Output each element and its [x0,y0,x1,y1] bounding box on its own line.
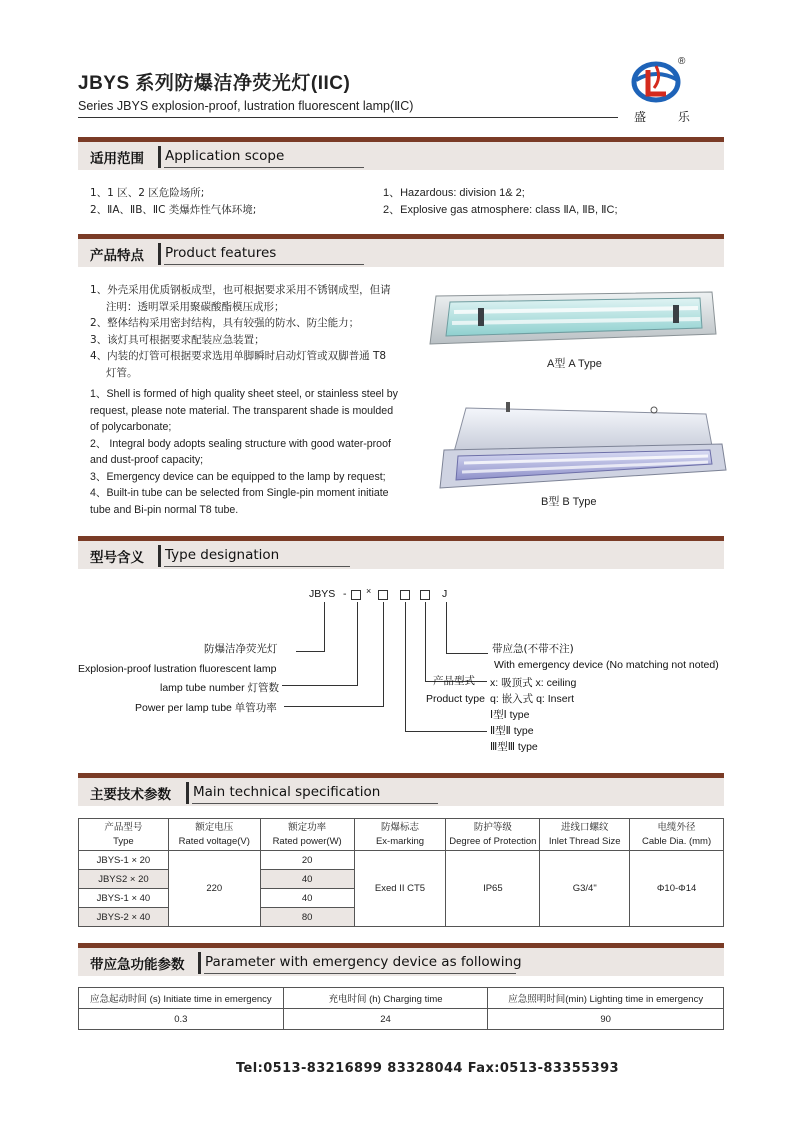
section-title-zh: 产品特点 [90,248,144,264]
emergency-table [78,987,724,1030]
power-label: Power per lamp tube 单管功率 [135,702,277,714]
header-cell: 应急照明时间(min) Lighting time in emergency [488,988,724,1009]
connector-line [296,651,325,652]
section-title-en: Product features [165,245,277,261]
list-item: 3、该灯具可根据要求配装应急装置； [90,333,265,346]
list-item: 1、外壳采用优质钢板成型，也可根据要求采用不锈钢成型，但请 [90,284,391,296]
section-title-en: Parameter with emergency device as following [205,954,522,970]
code-box-power [351,590,361,600]
scope-en-list [383,185,618,218]
section-type-header [78,541,724,569]
value-cell: 90 [488,1009,724,1030]
section-features-header [78,239,724,267]
registered-mark: ® [678,56,686,67]
list-item: 灯管。 [106,366,138,379]
list-item: 2、Explosive gas atmosphere: class ⅡA, ⅡB, ⅡC; [383,203,618,216]
section-title-en: Main technical specification [193,784,381,800]
type-cell: JBYS-1 × 40 [79,889,169,908]
code-prefix: JBYS [309,588,336,600]
code-suffix: J [442,588,448,600]
header-cell: 额定电压 Rated voltage(V) [168,819,260,851]
type-cell: JBYS-1 × 20 [79,851,169,870]
section-underline [164,167,364,168]
section-divider [198,952,201,974]
lamp-b-caption: B型 B Type [541,496,597,508]
logo-name: 盛 乐 [634,110,704,124]
company-logo [626,56,704,130]
connector-line [405,602,406,732]
emergency-label-en: With emergency device (No matching not noted) [494,659,719,671]
section-spec-header [78,778,724,806]
section-underline [204,973,516,974]
type-3: Ⅲ型Ⅲ type [490,741,538,753]
header-cell: 额定功率 Rated power(W) [260,819,354,851]
connector-line [425,602,426,682]
type-1: Ⅰ型Ⅰ type [490,709,530,721]
contact-info: Tel:0513-83216899 83328044 Fax:0513-83355393 [236,1061,619,1076]
power-cell: 80 [260,908,354,927]
header-cell: 进线口螺纹 Inlet Thread Size [540,819,630,851]
emergency-label-zh: 带应急(不带不注) [492,643,574,655]
type-cell: JBYS2 × 20 [79,870,169,889]
connector-line [357,602,358,686]
section-emergency-header [78,948,724,976]
table-header-row [79,819,724,851]
tube-number-label: lamp tube number 灯管数 [160,682,280,694]
lamp-label-en: Explosion-proof lustration fluorescent lamp [78,663,277,675]
type-cell: JBYS-2 × 40 [79,908,169,927]
list-item: 1、1 区、2 区危险场所; [90,187,205,199]
title-rule [78,117,618,118]
section-divider [158,243,161,265]
list-item: 2、整体结构采用密封结构，具有较强的防水、防尘能力； [90,317,360,329]
list-item: tube and Bi-pin normal T8 tube. [90,503,239,516]
lamp-type-b-image [436,400,730,490]
section-title-zh: 主要技术参数 [90,787,171,803]
connector-line [446,602,447,654]
header-cell: 应急起动时间 (s) Initiate time in emergency [79,988,284,1009]
type-2: Ⅱ型Ⅱ type [490,725,534,737]
table-row [79,1009,724,1030]
power-cell: 40 [260,870,354,889]
connector-line [446,653,488,654]
scope-zh-list [90,185,256,218]
section-title-zh: 型号含义 [90,550,144,566]
table-row [79,851,724,870]
lamp-label-zh: 防爆洁净荧光灯 [204,643,278,655]
list-item: 4、Built-in tube can be selected from Single-pin moment initiate [90,487,389,499]
list-item: request, please note material. The transparent shade is moulded [90,404,394,417]
cable-cell: Φ10-Φ14 [630,851,724,927]
lamp-type-a-image [428,290,718,346]
code-box-type [400,590,410,600]
page-title: JBYS 系列防爆洁净荧光灯(IIC) [78,73,351,94]
section-scope-header [78,142,724,170]
thread-cell: G3/4" [540,851,630,927]
table-header-row [79,988,724,1009]
list-item: 3、Emergency device can be equipped to the lamp by request; [90,470,386,483]
header-cell: 防护等级 Degree of Protection [446,819,540,851]
section-title-zh: 带应急功能参数 [90,957,185,973]
value-cell: 24 [283,1009,488,1030]
section-title-zh: 适用范围 [90,151,144,167]
value-cell: 0.3 [79,1009,284,1030]
section-underline [192,803,438,804]
code-box-tubes [378,590,388,600]
connector-line [405,731,487,732]
list-item: of polycarbonate; [90,421,172,433]
section-divider [158,545,161,567]
header-cell: 电缆外径 Cable Dia. (mm) [630,819,724,851]
ptype-insert: q: 嵌入式 q: Insert [490,693,575,705]
protection-cell: IP65 [446,851,540,927]
connector-line [383,602,384,707]
ex-marking-cell: Exed II CT5 [354,851,446,927]
power-cell: 20 [260,851,354,870]
section-underline [164,566,350,567]
connector-line [324,602,325,652]
features-zh-list [90,282,400,381]
list-item: 1、Hazardous: division 1& 2; [383,187,525,199]
features-en-list [90,386,410,518]
connector-line [284,706,384,707]
ptype-ceiling: x: 吸顶式 x: ceiling [490,677,577,689]
header-cell: 充电时间 (h) Charging time [283,988,488,1009]
voltage-cell: 220 [168,851,260,927]
connector-line [282,685,358,686]
product-type-zh: 产品型式 [433,675,475,687]
code-dash: - [343,588,347,600]
list-item: and dust-proof capacity; [90,454,204,466]
code-times: × [366,586,372,596]
list-item: 注明：透明罩采用聚碳酸酯模压成形； [106,300,285,313]
header-cell: 防爆标志 Ex-marking [354,819,446,851]
list-item: 1、Shell is formed of high quality sheet steel, or stainless steel by [90,388,398,400]
section-underline [164,264,364,265]
section-title-en: Application scope [165,148,285,164]
spec-table [78,818,724,927]
list-item: 2、 Integral body adopts sealing structure with good water-proof [90,437,391,450]
section-divider [158,146,161,168]
header-cell: 产品型号 Type [79,819,169,851]
page-subtitle: Series JBYS explosion-proof, lustration fluorescent lamp(ⅡC) [78,99,414,113]
list-item: 4、内装的灯管可根据要求选用单脚瞬时启动灯管或双脚普通 T8 [90,350,387,362]
code-box-product [420,590,430,600]
section-title-en: Type designation [165,547,280,563]
lamp-a-caption: A型 A Type [547,358,602,370]
product-type-en: Product type [426,693,485,705]
power-cell: 40 [260,889,354,908]
section-divider [186,782,189,804]
list-item: 2、ⅡA、ⅡB、ⅡC 类爆炸性气体环境; [90,203,257,216]
